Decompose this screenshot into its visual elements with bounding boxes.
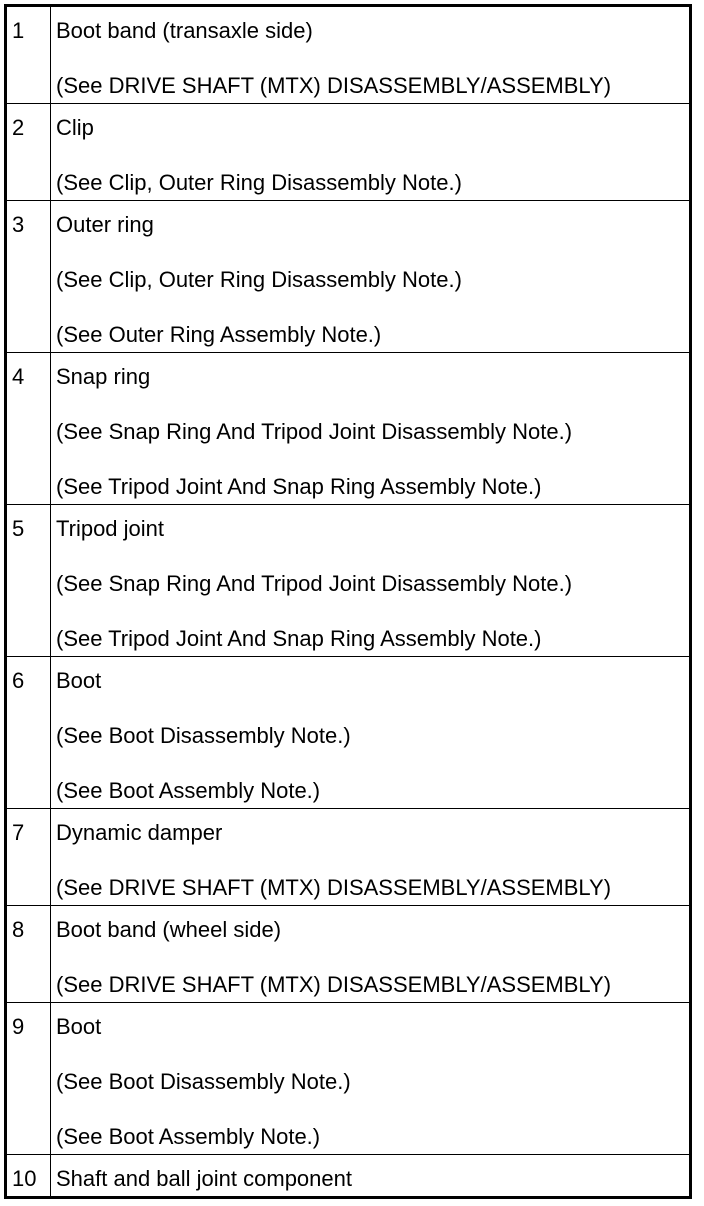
part-number: 6 (6, 657, 51, 809)
part-name: Boot (56, 1014, 102, 1039)
part-description (51, 657, 691, 809)
part-number: 10 (6, 1155, 51, 1198)
table-row (6, 201, 691, 353)
table-row (6, 906, 691, 1003)
part-number: 4 (6, 353, 51, 505)
part-name: Boot (56, 668, 102, 693)
part-name: Boot band (wheel side) (56, 917, 282, 942)
part-description (51, 1003, 691, 1155)
part-name: Shaft and ball joint component (56, 1166, 352, 1191)
reference-note: (See Clip, Outer Ring Disassembly Note.) (56, 267, 462, 292)
part-name: Dynamic damper (56, 820, 223, 845)
part-description (51, 809, 691, 906)
part-description (51, 6, 691, 104)
reference-note: (See DRIVE SHAFT (MTX) DISASSEMBLY/ASSEMBLY) (56, 875, 612, 900)
part-name: Snap ring (56, 364, 151, 389)
part-number: 1 (6, 6, 51, 104)
table-row (6, 505, 691, 657)
table-row (6, 353, 691, 505)
reference-note: (See Tripod Joint And Snap Ring Assembly Note.) (56, 626, 542, 651)
parts-table-body (6, 6, 691, 1198)
part-number: 7 (6, 809, 51, 906)
part-number: 2 (6, 104, 51, 201)
table-row (6, 1003, 691, 1155)
part-description (51, 906, 691, 1003)
reference-note: (See Boot Assembly Note.) (56, 778, 321, 803)
table-row (6, 104, 691, 201)
reference-note: (See Boot Disassembly Note.) (56, 723, 351, 748)
reference-note: (See Boot Assembly Note.) (56, 1124, 321, 1149)
part-name: Boot band (transaxle side) (56, 18, 313, 43)
part-number: 3 (6, 201, 51, 353)
table-row (6, 1155, 691, 1198)
part-number: 5 (6, 505, 51, 657)
part-name: Outer ring (56, 212, 154, 237)
part-name: Clip (56, 115, 94, 140)
reference-note: (See Outer Ring Assembly Note.) (56, 322, 382, 347)
part-name: Tripod joint (56, 516, 165, 541)
part-description (51, 353, 691, 505)
table-row (6, 657, 691, 809)
part-description (51, 505, 691, 657)
part-number: 9 (6, 1003, 51, 1155)
reference-note: (See Clip, Outer Ring Disassembly Note.) (56, 170, 462, 195)
parts-table (4, 4, 692, 1199)
part-description (51, 1155, 691, 1198)
table-row (6, 6, 691, 104)
table-row (6, 809, 691, 906)
reference-note: (See Tripod Joint And Snap Ring Assembly Note.) (56, 474, 542, 499)
part-description (51, 201, 691, 353)
reference-note: (See Snap Ring And Tripod Joint Disassembly Note.) (56, 419, 573, 444)
reference-note: (See Snap Ring And Tripod Joint Disassembly Note.) (56, 571, 573, 596)
part-number: 8 (6, 906, 51, 1003)
part-description (51, 104, 691, 201)
reference-note: (See Boot Disassembly Note.) (56, 1069, 351, 1094)
reference-note: (See DRIVE SHAFT (MTX) DISASSEMBLY/ASSEMBLY) (56, 972, 612, 997)
reference-note: (See DRIVE SHAFT (MTX) DISASSEMBLY/ASSEMBLY) (56, 73, 612, 98)
